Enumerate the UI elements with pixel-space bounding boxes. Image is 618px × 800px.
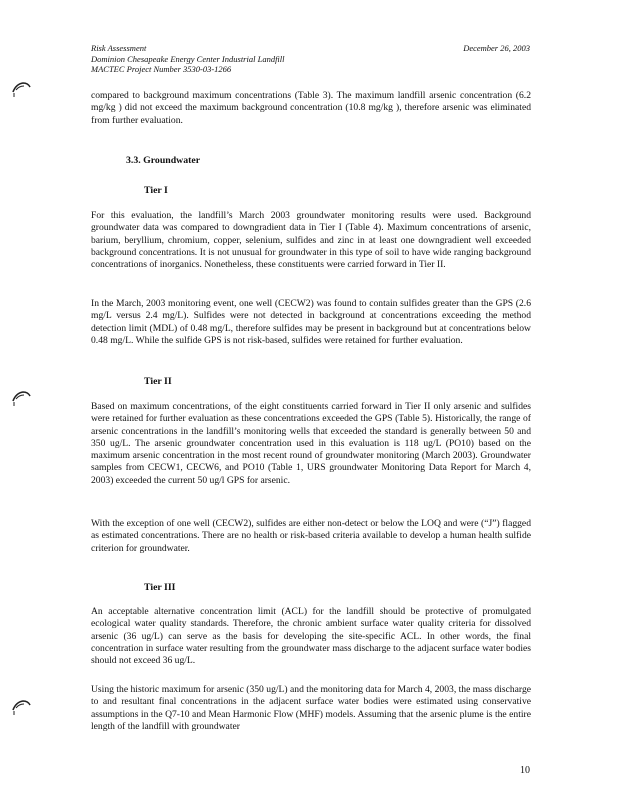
tier2-paragraph-1: Based on maximum concentrations, of the eight constituents carried forward in Tier II only arsenic and sulfides were retained for further evaluation as these concentrations exceeded the GPS (Table 5). Historically, the range of arsenic concentrations in the landfill’s monitoring wells that exceeded the standard is generally between 50 and 350 ug/L. The arsenic groundwater concentration used in this evaluation is 118 ug/L (PO10) based on the maximum arsenic concentration in the most recent round of groundwater monitoring (March 2003). Groundwater samples from CECW1, CECW6, and PO10 (Table 1, URS groundwater Monitoring Data Report for March 4, 2003) exceeded the current 50 ug/l GPS for arsenic. [91,401,531,486]
intro-paragraph: compared to background maximum concentrations (Table 3). The maximum landfill arsenic concentration (6.2 mg/kg ) did not exceed the maximum background concentration (10.8 mg/kg ), therefore arsenic was eliminated from further evaluation. [91,90,531,126]
page-number: 10 [520,765,530,776]
tier1-heading: Tier I [144,185,168,196]
tier2-heading: Tier II [144,376,172,387]
margin-mark-icon [10,696,32,716]
tier3-paragraph-1: An acceptable alternative concentration limit (ACL) for the landfill should be protective of promulgated ecological water quality standards. Therefore, the chronic ambient surface water quality criteria for dissolved arsenic (36 ug/L) can serve as the basis for developing the site-specific ACL. In other words, the final concentration in surface water resulting from the groundwater mass discharge to the adjacent surface water bodies should not exceed 36 ug/L. [91,606,531,667]
header-line-3: MACTEC Project Number 3530-03-1266 [91,64,232,74]
tier1-paragraph-2: In the March, 2003 monitoring event, one well (CECW2) was found to contain sulfides greater than the GPS (2.6 mg/L versus 2.4 mg/L). Sulfides were not detected in background at concentrations exceeding the method detection limit (MDL) of 0.48 mg/L, therefore sulfides may be present in background but at concentrations below 0.48 mg/L. While the sulfide GPS is not risk-based, sulfides were retained for further evaluation. [91,298,531,346]
header-line-1: Risk Assessment [91,43,147,53]
header-line-2: Dominion Chesapeake Energy Center Industrial Landfill [91,53,285,64]
header-date: December 26, 2003 [463,43,530,53]
tier3-paragraph-2: Using the historic maximum for arsenic (350 ug/L) and the monitoring data for March 4, 2003, the mass discharge to and resultant final concentrations in the adjacent surface water bodies were estimated using conservative assumptions in the Q7-10 and Mean Harmonic Flow (MHF) models. Assuming that the arsenic plume is the entire length of the landfill with groundwater [91,684,531,732]
margin-mark-icon [10,78,32,98]
section-title: 3.3. Groundwater [126,155,201,166]
running-header [91,43,285,75]
tier1-paragraph-1: For this evaluation, the landfill’s March 2003 groundwater monitoring results were used. Background groundwater data was compared to downgradient data in Tier I (Table 4). Maximum concentrations of arsenic, barium, beryllium, chromium, copper, selenium, sulfides and zinc in at least one downgradient well exceeded background concentrations. It is not unusual for groundwater in this type of soil to have wide ranging background concentrations of inorganics. Nonetheless, these constituents were carried forward in Tier II. [91,210,531,271]
margin-mark-icon [10,387,32,407]
tier3-heading: Tier III [144,582,176,593]
tier2-paragraph-2: With the exception of one well (CECW2), sulfides are either non-detect or below the LOQ and were (“J”) flagged as estimated concentrations. There are no health or risk-based criteria available to develop a human health sulfide criterion for groundwater. [91,518,531,554]
